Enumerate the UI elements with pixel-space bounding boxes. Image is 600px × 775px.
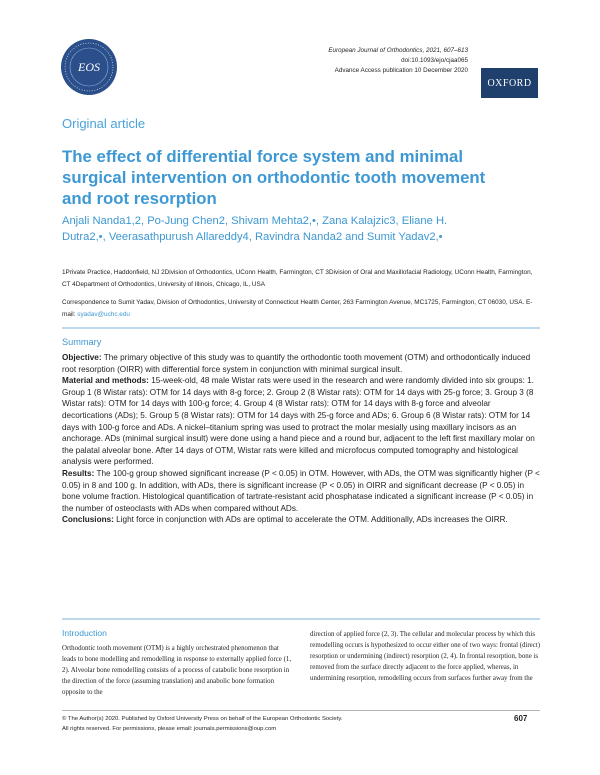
correspondence-email[interactable]: syadav@uchc.edu <box>77 310 130 318</box>
publisher-logo: OXFORD <box>481 68 538 98</box>
results-paragraph <box>62 468 540 514</box>
summary-body <box>62 352 540 526</box>
divider <box>62 327 540 329</box>
affiliations: 1Private Practice, Haddonfield, NJ 2Division of Orthodontics, UConn Health, Farmington, CT 3Division of Oral and Maxillofacial Radiology, UConn Health, Farmington, CT 4Department of Orthodontics, University of Illinois, Chicago, IL, USA <box>62 269 533 288</box>
summary-heading: Summary <box>62 337 102 347</box>
introduction-heading: Introduction <box>62 628 107 638</box>
journal-citation <box>208 46 468 76</box>
methods-label: Material and methods: <box>62 376 149 386</box>
doi[interactable]: doi:10.1093/ejo/cjaa065 <box>401 57 468 64</box>
article-type: Original article <box>62 116 146 131</box>
journal-logo <box>60 38 118 96</box>
objective-label: Objective: <box>62 353 102 362</box>
correspondence-text: Correspondence to Sumit Yadav, Division of Orthodontics, University of Connecticut Health Center, 263 Farmington Avenue, MC1725, Farmington, CT 06030, USA. E-mail: <box>62 299 533 318</box>
results-text: The 100-g group showed significant increase (P < 0.05) in OTM. However, with ADs, the OTM was significantly higher (P < 0.05) in 8 and 100 g. In addition, with ADs, there is significant increase (P < 0.05) in OIRR and significant decrease (P < 0.05) in bone volume fraction. Histological quantification of tartrate-resistant acid phosphatase indicated a significant increase (P < 0.05) in the number of osteoclasts with ADs when compared without ADs. <box>62 468 540 513</box>
introduction-left-column: Orthodontic tooth movement (OTM) is a highly orchestrated phenomenon that leads to bone modelling and remodelling in response to externally applied force (1, 2). Alveolar bone remodelling consists of a process of catabolic bone resorption in the direction of the force (assuming translation) and anabolic bone formation opposite to the <box>62 645 292 696</box>
copyright: © The Author(s) 2020. Published by Oxford University Press on behalf of the European Orthodontic Society. <box>62 716 343 722</box>
author-list: Anjali Nanda1,2, Po-Jung Chen2, Shivam Mehta2,•, Zana Kalajzic3, Eliane H. Dutra2,•, Veerasathpurush Allareddy4, Ravindra Nanda2 and Sumit Yadav2,• <box>62 215 448 243</box>
methods-paragraph <box>62 375 540 468</box>
footer <box>62 714 482 734</box>
methods-text: 15-week-old, 48 male Wistar rats were used in the research and were randomly divided into six groups: 1. Group 1 (8 Wistar rats): OTM for 14 days with 8-g force; 2. Group 2 (8 Wistar rats): OTM for 14 days with 25-g force; 3. Group 3 (8 Wistar rats): OTM for 14 days with 100-g force; 4. Group 4 (8 Wistar rats): OTM for 14 days with 8-g force and alveolar decortications (ADs); 5. Group 5 (8 Wistar rats): OTM for 14 days with 25-g force and ADs; 6. Group 6 (8 Wistar rats): OTM for 14 days with 100-g force and ADs. A nickel–titanium spring was used to protract the molar mesially using maxillary incisors as an anchorage. ADs (minimal surgical insult) were done using a hand piece and a round bur, adjacent to the left first maxillary molar on the palatal alveolar bone. After 14 days of OTM, Wistar rats were killed and microfocus computed tomography and histological analysis were performed. <box>62 376 535 467</box>
objective-text: The primary objective of this study was to quantify the orthodontic tooth movement (OTM) and orthodontically induced root resorption (OIRR) with differential force system in conjunction with minimal surgical insult. <box>62 353 531 374</box>
rights: All rights reserved. For permissions, please email: journals.permissions@oup.com <box>62 726 277 732</box>
divider <box>62 618 540 620</box>
article-title: The effect of differential force system and minimal surgical intervention on orthodontic tooth movement and root resorption <box>62 147 486 208</box>
objective-paragraph <box>62 352 540 375</box>
logo-text: EOS <box>78 60 100 74</box>
journal-line: European Journal of Orthodontics, 2021, 607–613 <box>328 47 468 54</box>
conclusions-paragraph <box>62 514 540 526</box>
conclusions-text: Light force in conjunction with ADs are optimal to accelerate the OTM. Additionally, ADs increases the OIRR. <box>116 515 508 525</box>
correspondence <box>62 297 540 320</box>
conclusions-label: Conclusions: <box>62 515 114 525</box>
introduction-right-column: direction of applied force (2, 3). The cellular and molecular process by which this remodelling occurs is hypothesized to occur either one of two ways: frontal (direct) resorption or undermining (indirect) resorption (2, 4). In frontal resorption, bone is removed from the surface directly adjacent to the force applied, whereas, in undermining resorption, remodelling occurs from surfaces further away from the <box>310 631 540 682</box>
results-label: Results: <box>62 468 95 478</box>
advance-access: Advance Access publication 10 December 2020 <box>334 67 468 74</box>
page-number: 607 <box>514 714 528 723</box>
footer-divider <box>62 710 540 711</box>
